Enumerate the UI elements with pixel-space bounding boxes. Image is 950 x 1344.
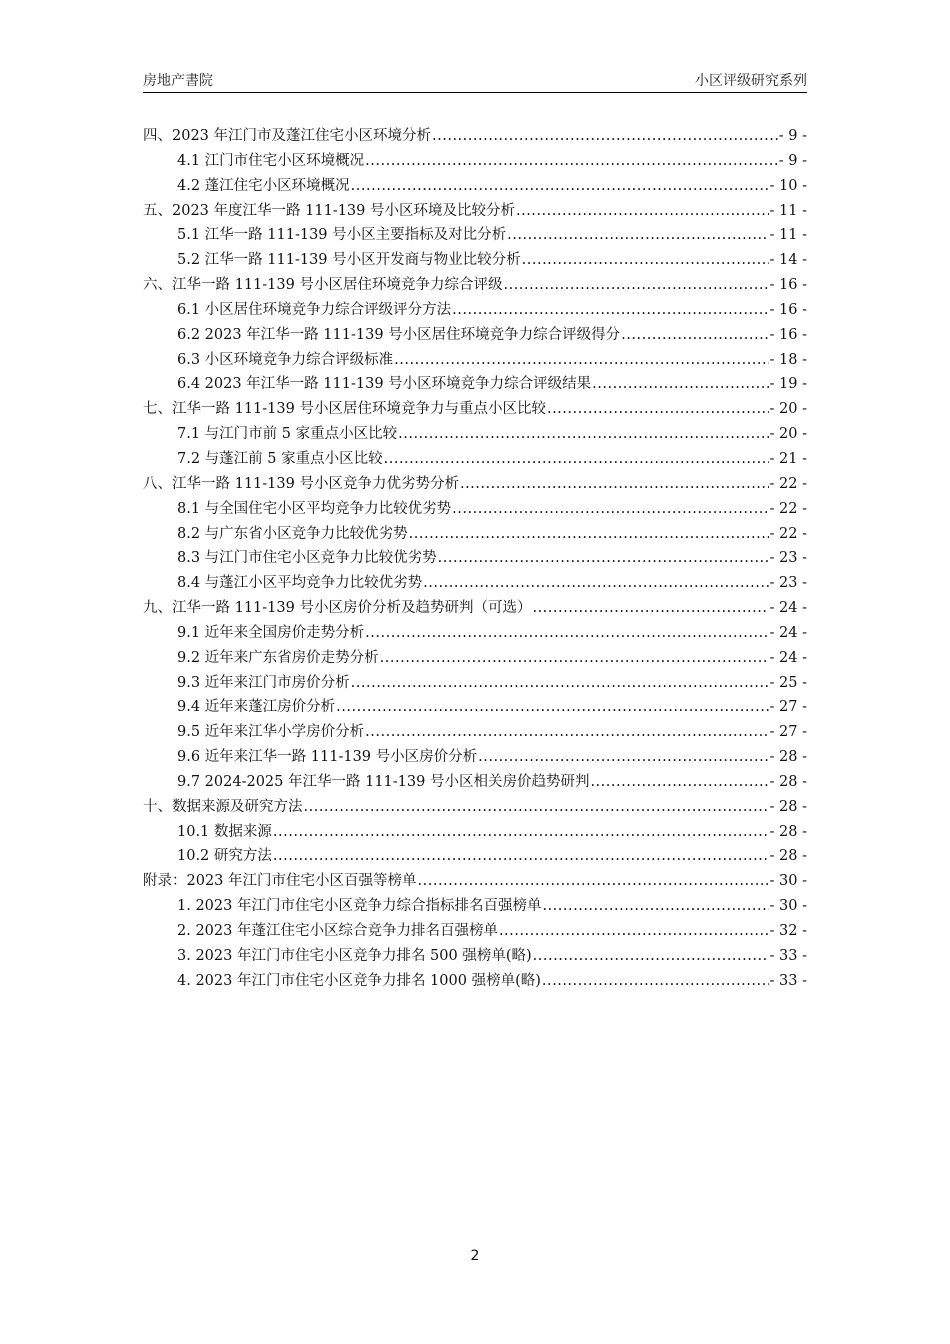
toc-chapter-link[interactable] — [143, 596, 807, 621]
toc-entry-title: 1. 2023 年江门市住宅小区竞争力综合指标排名百强榜单 — [177, 898, 542, 915]
toc-page-number: - 9 - — [778, 152, 807, 169]
toc-section-link[interactable] — [143, 174, 807, 199]
toc-entry-title: 9.4 近年来蓬江房价分析 — [177, 699, 336, 716]
toc-page-number: - 27 - — [769, 699, 807, 716]
toc-section-link[interactable] — [143, 646, 807, 671]
toc-page-number: - 20 - — [769, 401, 807, 418]
toc-chapter-link[interactable] — [143, 124, 807, 149]
toc-section-link[interactable] — [143, 720, 807, 745]
toc-section-link[interactable] — [143, 149, 807, 174]
toc-entry-title: 8.1 与全国住宅小区平均竞争力比较优劣势 — [177, 500, 452, 517]
toc-dot-leader — [409, 526, 769, 542]
toc-entry-title: 7.1 与江门市前 5 家重点小区比较 — [177, 426, 398, 443]
toc-entry-title: 6.4 2023 年江华一路 111-139 号小区环境竞争力综合评级结果 — [177, 376, 592, 393]
toc-page-number: - 10 - — [769, 177, 807, 194]
toc-entry-title: 7.2 与蓬江前 5 家重点小区比较 — [177, 450, 383, 467]
toc-section-link[interactable] — [143, 422, 807, 447]
toc-page-number: - 32 - — [769, 923, 807, 939]
toc-dot-leader — [384, 451, 769, 467]
toc-page-number: - 14 - — [769, 252, 807, 269]
toc-chapter-link[interactable] — [143, 869, 807, 894]
toc-dot-leader — [542, 898, 768, 914]
toc-entry-title: 附录：2023 年江门市住宅小区百强等榜单 — [143, 873, 417, 890]
toc-section-link[interactable] — [143, 248, 807, 273]
toc-section-link[interactable] — [143, 372, 807, 397]
toc-section-link[interactable] — [143, 695, 807, 720]
toc-dot-leader — [438, 550, 769, 566]
toc-page-number: - 28 - — [769, 773, 807, 790]
toc-page-number: - 23 - — [769, 550, 807, 567]
toc-page-number: - 28 - — [769, 798, 807, 815]
toc-page-number: - 22 - — [769, 475, 807, 492]
toc-page-number: - 16 - — [769, 326, 807, 343]
toc-section-link[interactable] — [143, 894, 807, 919]
toc-page-number: - 33 - — [769, 947, 807, 964]
toc-page-number: - 24 - — [769, 624, 807, 641]
toc-page-number: - 28 - — [769, 823, 807, 840]
toc-dot-leader — [503, 277, 768, 293]
toc-dot-leader — [452, 501, 768, 517]
toc-chapter-link[interactable] — [143, 472, 807, 497]
toc-page-number: - 30 - — [769, 898, 807, 915]
toc-section-link[interactable] — [143, 298, 807, 323]
toc-entry-title: 六、江华一路 111-139 号小区居住环境竞争力综合评级 — [143, 277, 503, 294]
toc-section-link[interactable] — [143, 323, 807, 348]
toc-entry-title: 5.1 江华一路 111-139 号小区主要指标及对比分析 — [177, 227, 507, 244]
toc-dot-leader — [304, 799, 769, 815]
toc-chapter-link[interactable] — [143, 273, 807, 298]
toc-entry-title: 9.7 2024-2025 年江华一路 111-139 号小区相关房价趋势研判 — [177, 773, 590, 790]
toc-entry-title: 9.5 近年来江华小学房价分析 — [177, 724, 365, 741]
toc-dot-leader — [398, 426, 768, 442]
toc-dot-leader — [547, 401, 769, 417]
toc-dot-leader — [365, 153, 778, 169]
toc-page-number: - 30 - — [769, 873, 807, 890]
toc-section-link[interactable] — [143, 447, 807, 472]
toc-entry-title: 8.2 与广东省小区竞争力比较优劣势 — [177, 525, 408, 542]
toc-page-number: - 22 - — [769, 500, 807, 517]
toc-entry-title: 6.2 2023 年江华一路 111-139 号小区居住环境竞争力综合评级得分 — [177, 326, 621, 343]
toc-entry-title: 四、2023 年江门市及蓬江住宅小区环境分析 — [143, 128, 432, 144]
toc-section-link[interactable] — [143, 571, 807, 596]
toc-section-link[interactable] — [143, 844, 807, 869]
toc-section-link[interactable] — [143, 223, 807, 248]
toc-section-link[interactable] — [143, 919, 807, 944]
toc-page-number: - 19 - — [769, 376, 807, 393]
toc-section-link[interactable] — [143, 969, 807, 994]
toc-dot-leader — [380, 650, 769, 666]
toc-dot-leader — [460, 476, 769, 492]
toc-section-link[interactable] — [143, 671, 807, 696]
toc-entry-title: 9.2 近年来广东省房价走势分析 — [177, 649, 379, 666]
toc-page-number: - 27 - — [769, 724, 807, 741]
toc-entry-title: 4.2 蓬江住宅小区环境概况 — [177, 177, 350, 194]
toc-page-number: - 25 - — [769, 674, 807, 691]
toc-dot-leader — [273, 824, 769, 840]
toc-dot-leader — [394, 352, 768, 368]
toc-entry-title: 10.1 数据来源 — [177, 823, 272, 840]
toc-page-number: - 24 - — [769, 649, 807, 666]
toc-dot-leader — [365, 625, 768, 641]
toc-dot-leader — [336, 699, 768, 715]
toc-entry-title: 6.1 小区居住环境竞争力综合评级评分方法 — [177, 301, 452, 318]
toc-page-number: - 16 - — [769, 301, 807, 318]
toc-page-number: - 20 - — [769, 426, 807, 443]
toc-page-number: - 18 - — [769, 351, 807, 368]
header-divider — [143, 92, 807, 93]
toc-dot-leader — [590, 774, 768, 790]
page-number: 2 — [470, 1248, 480, 1264]
toc-page-number: - 9 - — [778, 128, 807, 144]
toc-entry-title: 8.3 与江门市住宅小区竞争力比较优劣势 — [177, 550, 437, 567]
toc-page-number: - 21 - — [769, 450, 807, 467]
toc-section-link[interactable] — [143, 522, 807, 547]
toc-dot-leader — [351, 675, 769, 691]
toc-dot-leader — [423, 575, 768, 591]
toc-dot-leader — [621, 327, 768, 343]
toc-dot-leader — [499, 923, 769, 939]
toc-page-number: - 22 - — [769, 525, 807, 542]
toc-entry-title: 八、江华一路 111-139 号小区竞争力优劣势分析 — [143, 475, 459, 492]
toc-section-link[interactable] — [143, 770, 807, 795]
toc-chapter-link[interactable] — [143, 397, 807, 422]
toc-section-link[interactable] — [143, 621, 807, 646]
toc-dot-leader — [516, 203, 769, 219]
toc-entry-title: 九、江华一路 111-139 号小区房价分析及趋势研判（可选） — [143, 600, 532, 617]
toc-entry-title: 9.1 近年来全国房价走势分析 — [177, 624, 365, 641]
toc-section-link[interactable] — [143, 944, 807, 969]
toc-entry-title: 9.3 近年来江门市房价分析 — [177, 674, 350, 691]
toc-entry-title: 10.2 研究方法 — [177, 848, 272, 865]
toc-dot-leader — [522, 252, 769, 268]
toc-section-link[interactable] — [143, 348, 807, 373]
toc-entry-title: 5.2 江华一路 111-139 号小区开发商与物业比较分析 — [177, 252, 521, 269]
page-header — [143, 68, 807, 90]
toc-page-number: - 16 - — [769, 277, 807, 294]
toc-entry-title: 2. 2023 年蓬江住宅小区综合竞争力排名百强榜单 — [177, 923, 498, 939]
toc-entry-title: 4. 2023 年江门市住宅小区竞争力排名 1000 强榜单(略) — [177, 972, 541, 989]
toc-entry-title: 五、2023 年度江华一路 111-139 号小区环境及比较分析 — [143, 202, 515, 219]
toc-dot-leader — [533, 948, 769, 964]
toc-dot-leader — [351, 178, 769, 194]
toc-page-number: - 11 - — [769, 202, 807, 219]
toc-dot-leader — [532, 600, 768, 616]
header-right-title: 小区评级研究系列 — [695, 73, 807, 89]
toc-entry-title: 3. 2023 年江门市住宅小区竞争力排名 500 强榜单(略) — [177, 947, 532, 964]
toc-page-number: - 28 - — [769, 749, 807, 766]
toc-dot-leader — [273, 848, 769, 864]
toc-section-link[interactable] — [143, 497, 807, 522]
toc-chapter-link[interactable] — [143, 795, 807, 820]
toc-section-link[interactable] — [143, 745, 807, 770]
toc-entry-title: 4.1 江门市住宅小区环境概况 — [177, 152, 365, 169]
toc-dot-leader — [478, 749, 768, 765]
toc-entry-title: 十、数据来源及研究方法 — [143, 798, 303, 815]
toc-page-number: - 24 - — [769, 600, 807, 617]
toc-section-link[interactable] — [143, 820, 807, 845]
toc-dot-leader — [432, 128, 778, 144]
toc-section-link[interactable] — [143, 546, 807, 571]
header-left-title: 房地产書院 — [143, 73, 213, 89]
toc-chapter-link[interactable] — [143, 199, 807, 224]
toc-entry-title: 9.6 近年来江华一路 111-139 号小区房价分析 — [177, 749, 478, 766]
toc-dot-leader — [418, 873, 769, 889]
toc-entry-title: 七、江华一路 111-139 号小区居住环境竞争力与重点小区比较 — [143, 401, 546, 418]
toc-dot-leader — [507, 227, 768, 243]
toc-page-number: - 23 - — [769, 575, 807, 592]
table-of-contents — [143, 124, 807, 994]
toc-entry-title: 6.3 小区环境竞争力综合评级标准 — [177, 351, 394, 368]
toc-entry-title: 8.4 与蓬江小区平均竞争力比较优劣势 — [177, 575, 423, 592]
toc-page-number: - 33 - — [769, 972, 807, 989]
toc-page-number: - 11 - — [769, 227, 807, 244]
toc-page-number: - 28 - — [769, 848, 807, 865]
toc-dot-leader — [592, 376, 768, 392]
toc-dot-leader — [452, 302, 768, 318]
toc-dot-leader — [365, 724, 768, 740]
toc-dot-leader — [542, 973, 769, 989]
